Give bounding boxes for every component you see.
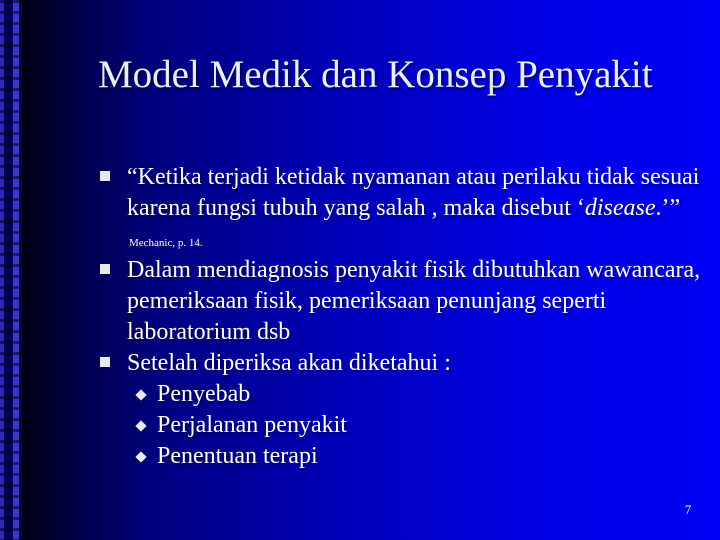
bullet-1-emphasis: disease	[584, 195, 656, 221]
sub-item-2-text: Perjalanan penyakit	[157, 412, 347, 438]
bullet-item-2	[100, 255, 710, 348]
bullet-3-text: Setelah diperiksa akan diketahui :	[127, 350, 451, 376]
page-number: 7	[684, 502, 692, 517]
sub-item-2	[100, 410, 710, 441]
square-bullet-icon	[100, 357, 110, 367]
diamond-bullet-icon	[135, 389, 146, 400]
sub-item-3-text: Penentuan terapi	[157, 443, 318, 469]
bullet-item-3	[100, 348, 710, 379]
bullet-1-text-start: “Ketika terjadi ketidak nyamanan atau perilaku tidak sesuai karena fungsi tubuh yang salah , maka disebut ‘	[127, 164, 700, 221]
citation-note: Mechanic, p. 14.	[129, 237, 203, 249]
diamond-bullet-icon	[135, 420, 146, 431]
decorative-left-strip	[0, 0, 22, 540]
sub-item-1-text: Penyebab	[157, 381, 251, 407]
slide-title: Model Medik dan Konsep Penyakit	[98, 53, 653, 96]
square-bullet-icon	[100, 264, 110, 274]
bullet-1-text-end: .’”	[655, 195, 681, 221]
slide-content	[100, 162, 710, 472]
sub-item-1	[100, 379, 710, 410]
diamond-bullet-icon	[135, 451, 146, 462]
sub-item-3	[100, 441, 710, 472]
bullet-item-1	[100, 162, 710, 255]
bullet-2-text: Dalam mendiagnosis penyakit fisik dibutuhkan wawancara, pemeriksaan fisik, pemeriksaan penunjang seperti laboratorium dsb	[127, 257, 701, 345]
decorative-shadow	[22, 0, 82, 540]
square-bullet-icon	[100, 171, 110, 181]
